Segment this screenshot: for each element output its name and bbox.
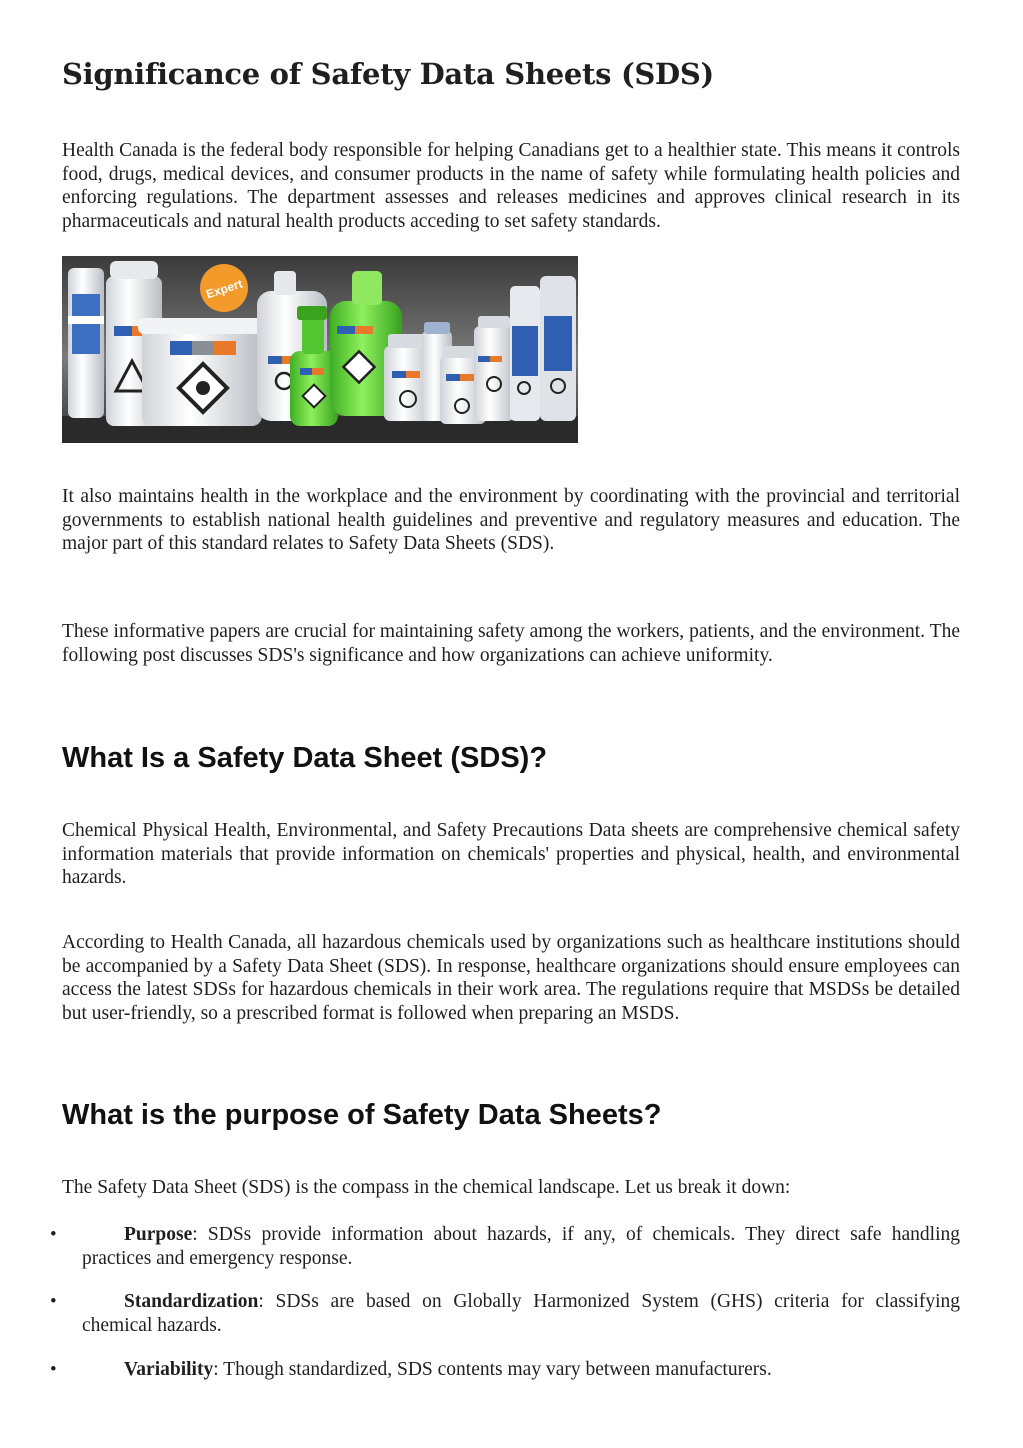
intro-paragraph-3: These informative papers are crucial for maintaining safety among the workers, patients, and the environment. The following post discusses SDS's significance and how organizations can achieve uniformity. [62, 621, 960, 666]
section2-paragraph-1: The Safety Data Sheet (SDS) is the compass in the chemical landscape. Let us break it down: [62, 1177, 791, 1198]
list-item [50, 1358, 960, 1382]
page-title: Significance of Safety Data Sheets (SDS) [62, 57, 714, 91]
list-item-text: : Though standardized, SDS contents may vary between manufacturers. [213, 1359, 772, 1380]
section1-paragraph-1: Chemical Physical Health, Environmental, and Safety Precautions Data sheets are comprehensive chemical safety information materials that provide information on chemicals' properties and physical, health, and environmental hazards. [62, 820, 960, 888]
bullet-icon: • [50, 1291, 57, 1312]
list-item-text: : SDSs provide information about hazards, if any, of chemicals. They direct safe handling practices and emergency response. [82, 1224, 960, 1269]
list-item [50, 1290, 960, 1337]
bullet-icon: • [50, 1224, 57, 1245]
section1-paragraph-2: According to Health Canada, all hazardous chemicals used by organizations such as healthcare institutions should be accompanied by a Safety Data Sheet (SDS). In response, healthcare organizations should ensure employees can access the latest SDSs for hazardous chemicals in their work area. The regulations require that MSDSs be detailed but user-friendly, so a prescribed format is followed when preparing an MSDS. [62, 932, 960, 1024]
bullet-icon: • [50, 1359, 57, 1380]
list-item [50, 1223, 960, 1270]
section-heading-purpose: What is the purpose of Safety Data Sheets? [62, 1099, 662, 1131]
intro-paragraph-1: Health Canada is the federal body responsible for helping Canadians get to a healthier state. This means it controls food, drugs, medical devices, and consumer products in the name of safety while formulating health policies and enforcing regulations. The department assesses and releases medicines and approves clinical research in its pharmaceuticals and natural health products acceding to set safety standards. [62, 140, 960, 232]
section-heading-what-is-sds: What Is a Safety Data Sheet (SDS)? [62, 742, 548, 774]
chemical-containers-image [62, 256, 578, 443]
list-item-text: : SDSs are based on Globally Harmonized System (GHS) criteria for classifying chemical hazards. [82, 1291, 960, 1336]
intro-paragraph-2: It also maintains health in the workplace and the environment by coordinating with the provincial and territorial governments to establish national health guidelines and preventive and regulatory measures and education. The major part of this standard relates to Safety Data Sheets (SDS). [62, 486, 960, 554]
list-item-term: Purpose [124, 1224, 193, 1245]
list-item-term: Variability [124, 1359, 214, 1380]
list-item-term: Standardization [124, 1291, 259, 1312]
expert-badge: Expert [204, 276, 245, 302]
